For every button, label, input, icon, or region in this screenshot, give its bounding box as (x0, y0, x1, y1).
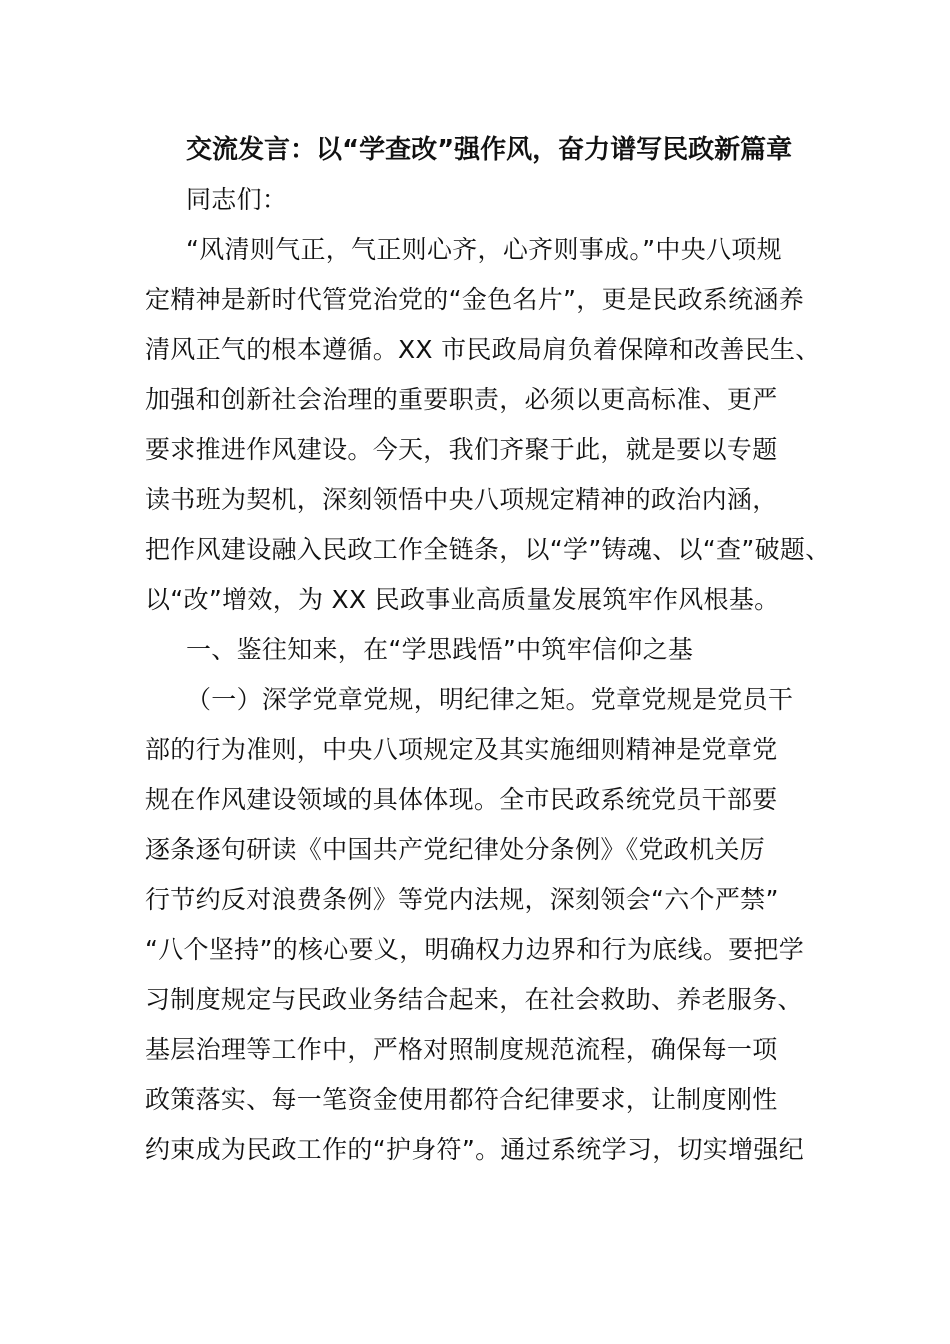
paragraph-line: 行节约反对浪费条例》等党内法规，深刻领会“六个严禁” (145, 885, 779, 914)
paragraph-line: 定精神是新时代管党治党的“金色名片”，更是民政系统涵养 (145, 285, 805, 314)
paragraph-line: 部的行为准则，中央八项规定及其实施细则精神是党章党 (145, 735, 778, 764)
salutation: 同志们： (186, 185, 288, 214)
paragraph-line: 约束成为民政工作的“护身符”。通过系统学习，切实增强纪 (145, 1135, 805, 1164)
paragraph-line: （一）深学党章党规，明纪律之矩。党章党规是党员干 (186, 685, 794, 714)
document-title: 交流发言：以“学查改”强作风，奋力谱写民政新篇章 (186, 135, 793, 165)
paragraph-line: 读书班为契机，深刻领悟中央八项规定精神的政治内涵， (145, 485, 778, 514)
paragraph-line: 习制度规定与民政业务结合起来，在社会救助、养老服务、 (145, 985, 803, 1014)
paragraph-line: 要求推进作风建设。今天，我们齐聚于此，就是要以专题 (145, 435, 778, 464)
paragraph-line: 以“改”增效，为 XX 民政事业高质量发展筑牢作风根基。 (145, 585, 780, 614)
paragraph-line: 基层治理等工作中，严格对照制度规范流程，确保每一项 (145, 1035, 778, 1064)
paragraph-line: 逐条逐句研读《中国共产党纪律处分条例》《党政机关厉 (145, 835, 766, 864)
paragraph-line: “风清则气正，气正则心齐，心齐则事成。”中央八项规 (186, 235, 782, 264)
paragraph-line: 清风正气的根本遵循。XX 市民政局肩负着保障和改善民生、 (145, 335, 821, 364)
paragraph-line: “八个坚持”的核心要义，明确权力边界和行为底线。要把学 (145, 935, 805, 964)
paragraph-line: 规在作风建设领域的具体体现。全市民政系统党员干部要 (145, 785, 778, 814)
paragraph-line: 加强和创新社会治理的重要职责，必须以更高标准、更严 (145, 385, 778, 414)
section-heading: 一、鉴往知来，在“学思践悟”中筑牢信仰之基 (186, 635, 694, 664)
paragraph-line: 政策落实、每一笔资金使用都符合纪律要求，让制度刚性 (145, 1085, 778, 1114)
paragraph-line: 把作风建设融入民政工作全链条，以“学”铸魂、以“查”破题、 (145, 535, 831, 564)
